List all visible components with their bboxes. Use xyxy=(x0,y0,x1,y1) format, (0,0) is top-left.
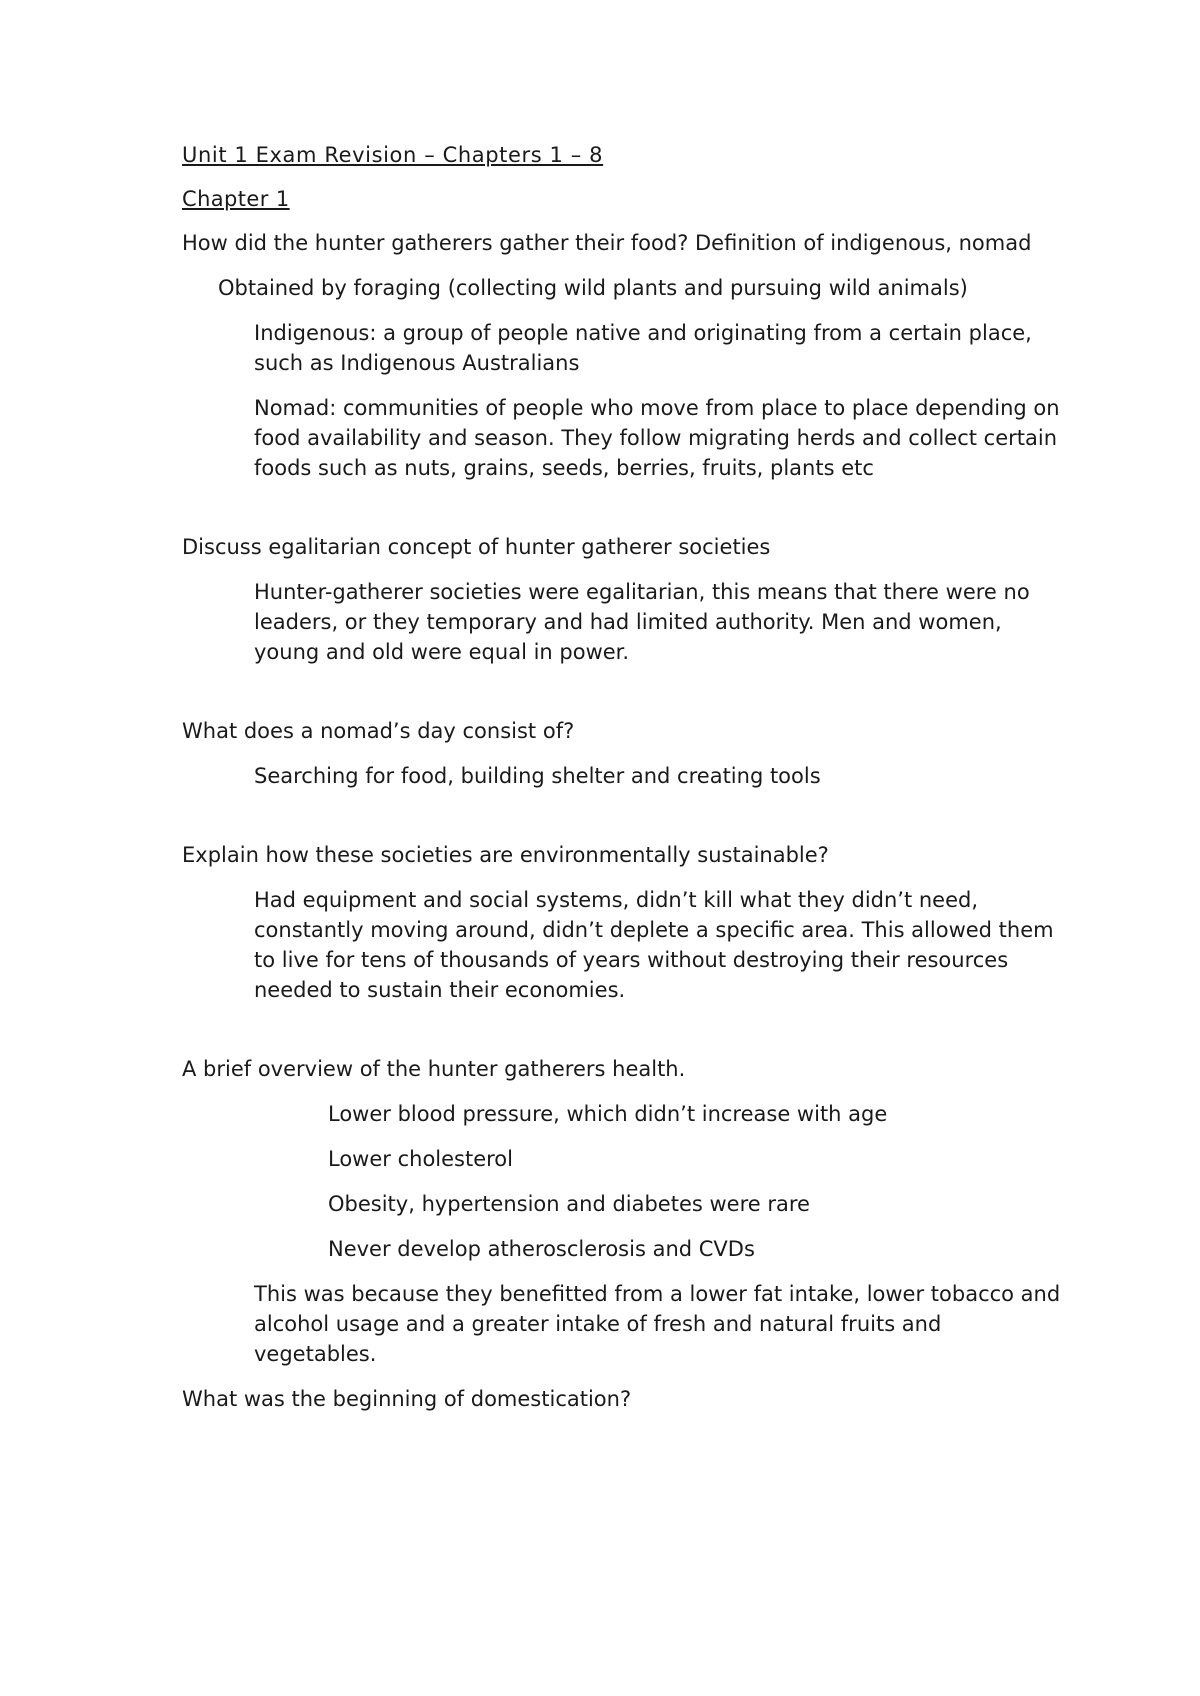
answer-2: Hunter-gatherer societies were egalitarian, this means that there were no leaders, or they temporary and had limited authority. Men and women, young and old were equal in power. xyxy=(254,580,1030,664)
answer-4: Had equipment and social systems, didn’t kill what they didn’t need, constantly moving around, didn’t deplete a specific area. This allowed them to live for tens of thousands of years without destroying their resources needed to sustain their economies. xyxy=(254,888,1054,1002)
chapter-heading: Chapter 1 xyxy=(182,187,290,211)
answer-5: This was because they benefitted from a lower fat intake, lower tobacco and alcohol usage and a greater intake of fresh and natural fruits and vegetables. xyxy=(254,1282,1061,1366)
question-6: What was the beginning of domestication? xyxy=(182,1387,632,1411)
health-item: Obesity, hypertension and diabetes were rare xyxy=(328,1192,810,1216)
question-4: Explain how these societies are environmentally sustainable? xyxy=(182,843,829,867)
answer-1-nomad: Nomad: communities of people who move from place to place depending on food availability and season. They follow migrating herds and collect certain foods such as nuts, grains, seeds, berries, fruits, plants etc xyxy=(254,396,1060,480)
health-item: Never develop atherosclerosis and CVDs xyxy=(328,1237,755,1261)
answer-1-indigenous: Indigenous: a group of people native and originating from a certain place, such as Indigenous Australians xyxy=(254,321,1032,375)
health-item: Lower blood pressure, which didn’t increase with age xyxy=(328,1102,888,1126)
document-title: Unit 1 Exam Revision – Chapters 1 – 8 xyxy=(182,143,604,167)
spacer xyxy=(182,498,1062,532)
spacer xyxy=(182,806,1062,840)
question-3: What does a nomad’s day consist of? xyxy=(182,719,575,743)
spacer xyxy=(182,1020,1062,1054)
health-item: Lower cholesterol xyxy=(328,1147,513,1171)
spacer xyxy=(182,682,1062,716)
document-body xyxy=(182,140,1062,1429)
question-2: Discuss egalitarian concept of hunter gatherer societies xyxy=(182,535,771,559)
question-5: A brief overview of the hunter gatherers health. xyxy=(182,1057,686,1081)
answer-3: Searching for food, building shelter and creating tools xyxy=(254,764,821,788)
question-1: How did the hunter gatherers gather their food? Definition of indigenous, nomad xyxy=(182,231,1032,255)
answer-1-foraging: Obtained by foraging (collecting wild plants and pursuing wild animals) xyxy=(218,276,968,300)
